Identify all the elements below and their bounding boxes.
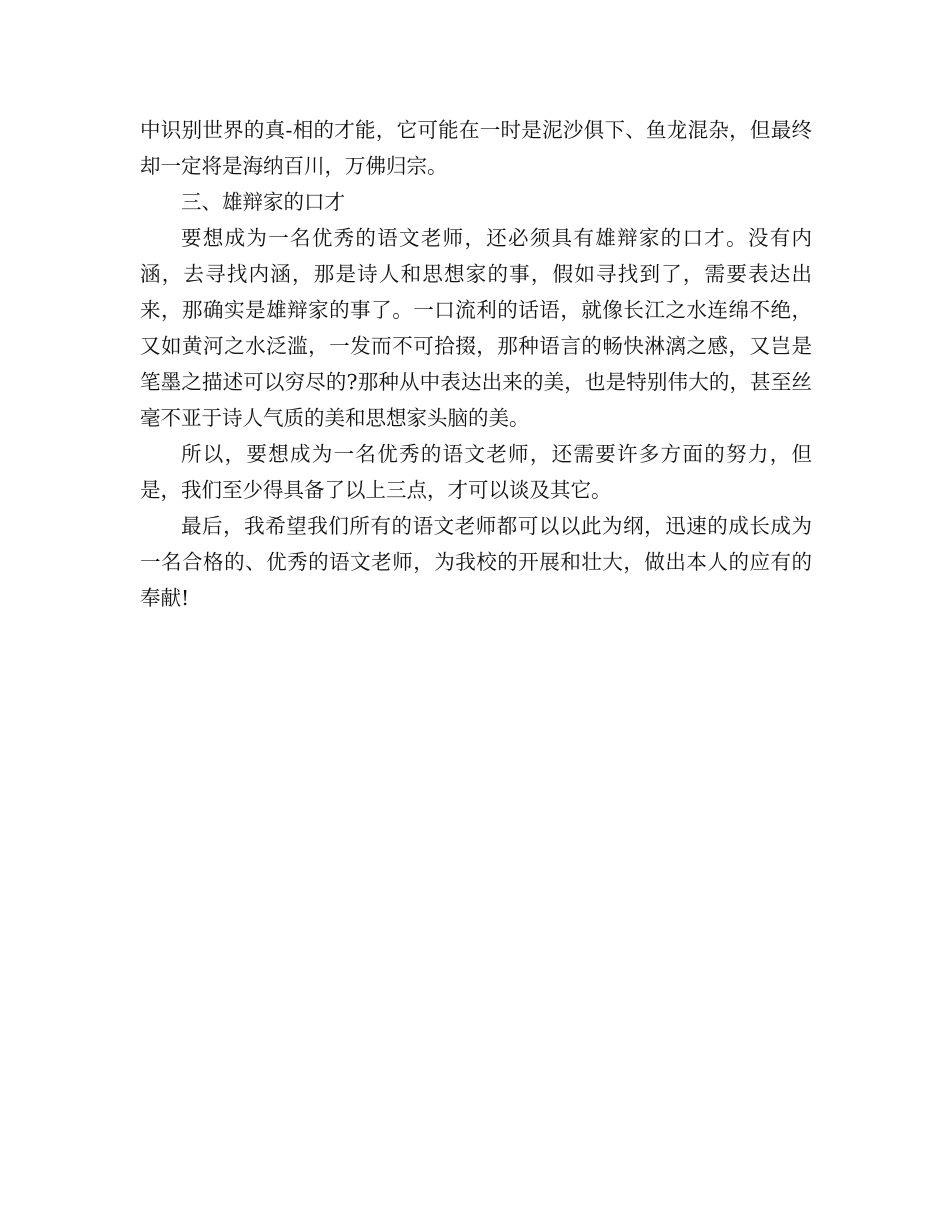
summary-paragraph: 所以，要想成为一名优秀的语文老师，还需要许多方面的努力，但是，我们至少得具备了以上三点，才可以谈及其它。 (140, 442, 812, 502)
document-body (140, 112, 812, 616)
closing-paragraph: 最后，我希望我们所有的语文老师都可以以此为纲，迅速的成长成为一名合格的、优秀的语文老师，为我校的开展和壮大，做出本人的应有的奉献! (140, 514, 812, 610)
section-heading-eloquence: 三、雄辩家的口才 (181, 190, 345, 214)
eloquence-paragraph: 要想成为一名优秀的语文老师，还必须具有雄辩家的口才。没有内涵，去寻找内涵，那是诗人和思想家的事，假如寻找到了，需要表达出来，那确实是雄辩家的事了。一口流利的话语，就像长江之水连绵不绝，又如黄河之水泛滥，一发而不可拾掇，那种语言的畅快淋漓之感，又岂是笔墨之描述可以穷尽的?那种从中表达出来的美，也是特别伟大的，甚至丝毫不亚于诗人气质的美和思想家头脑的美。 (140, 226, 812, 430)
continued-paragraph: 中识别世界的真-相的才能，它可能在一时是泥沙俱下、鱼龙混杂，但最终却一定将是海纳百川，万佛归宗。 (140, 118, 812, 178)
